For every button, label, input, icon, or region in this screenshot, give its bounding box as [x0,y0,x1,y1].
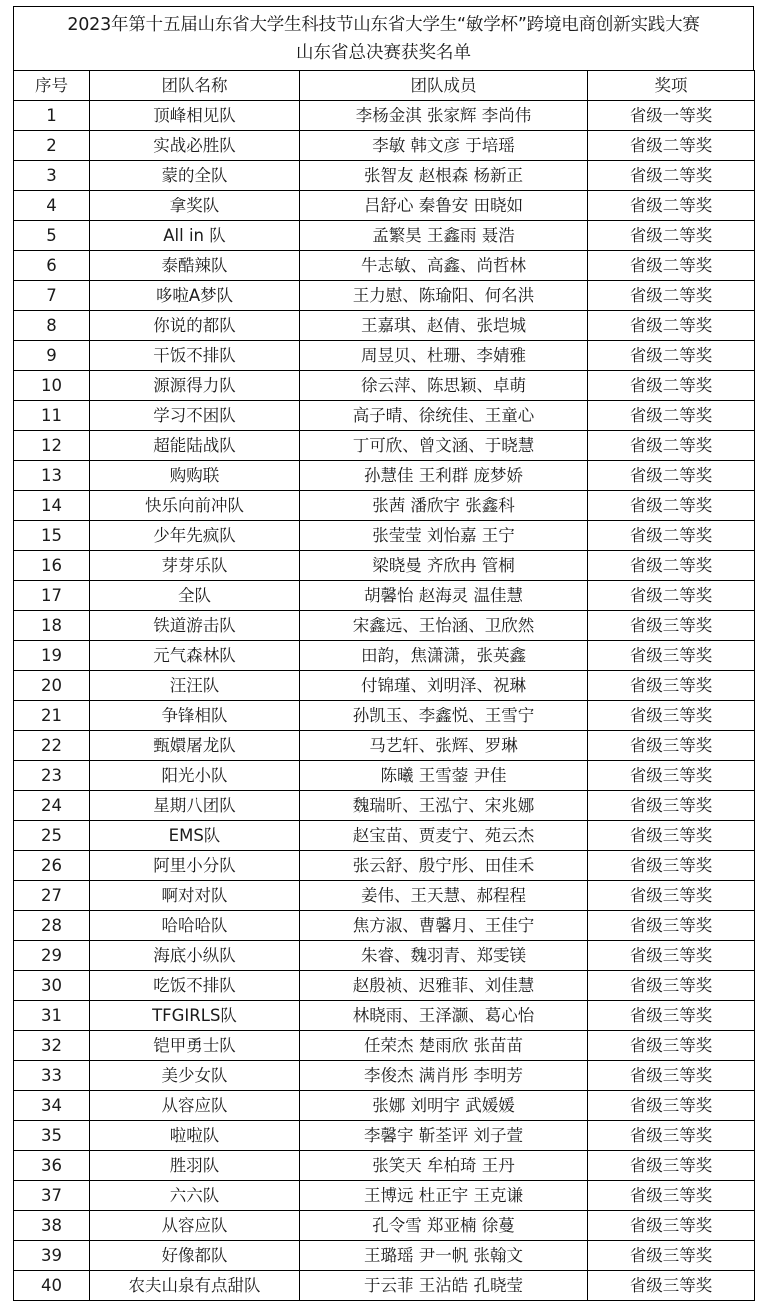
cell-team-name: 哈哈哈队 [90,911,300,941]
cell-team-members: 吕舒心 秦鲁安 田晓如 [300,191,588,221]
cell-team-name: 胜羽队 [90,1151,300,1181]
cell-team-name: 少年先疯队 [90,521,300,551]
cell-team-name: 农夫山泉有点甜队 [90,1271,300,1301]
table-row [14,1151,755,1181]
cell-award: 省级二等奖 [588,161,755,191]
cell-index: 19 [14,641,90,671]
cell-team-members: 姜伟、王天慧、郝程程 [300,881,588,911]
cell-award: 省级二等奖 [588,551,755,581]
header-team-members: 团队成员 [300,71,588,101]
cell-team-name: 全队 [90,581,300,611]
cell-team-members: 林晓雨、王泽灏、葛心怡 [300,1001,588,1031]
cell-team-members: 赵宝苗、贾麦宁、苑云杰 [300,821,588,851]
cell-index: 21 [14,701,90,731]
cell-team-name: 从容应队 [90,1211,300,1241]
cell-award: 省级三等奖 [588,881,755,911]
header-award: 奖项 [588,71,755,101]
cell-award: 省级三等奖 [588,941,755,971]
table-row [14,1031,755,1061]
cell-award: 省级三等奖 [588,1151,755,1181]
cell-team-members: 孙慧佳 王利群 庞梦娇 [300,461,588,491]
table-row [14,131,755,161]
table-row [14,1181,755,1211]
cell-award: 省级三等奖 [588,821,755,851]
cell-team-members: 张笑天 牟柏琦 王丹 [300,1151,588,1181]
table-row [14,281,755,311]
cell-award: 省级三等奖 [588,971,755,1001]
cell-index: 23 [14,761,90,791]
table-row [14,911,755,941]
cell-index: 34 [14,1091,90,1121]
cell-team-members: 王嘉琪、赵倩、张垲城 [300,311,588,341]
cell-team-name: 从容应队 [90,1091,300,1121]
cell-team-members: 于云菲 王沾皓 孔晓莹 [300,1271,588,1301]
cell-team-members: 孙凯玉、李鑫悦、王雪宁 [300,701,588,731]
cell-index: 37 [14,1181,90,1211]
cell-index: 22 [14,731,90,761]
cell-team-name: 拿奖队 [90,191,300,221]
cell-index: 6 [14,251,90,281]
cell-team-name: 阿里小分队 [90,851,300,881]
cell-index: 35 [14,1121,90,1151]
cell-team-name: 美少女队 [90,1061,300,1091]
cell-team-members: 高子晴、徐统佳、王童心 [300,401,588,431]
cell-index: 14 [14,491,90,521]
cell-team-name: 学习不困队 [90,401,300,431]
cell-team-name: 啦啦队 [90,1121,300,1151]
cell-award: 省级三等奖 [588,851,755,881]
cell-team-name: 干饭不排队 [90,341,300,371]
table-row [14,101,755,131]
table-row [14,1211,755,1241]
cell-index: 30 [14,971,90,1001]
cell-index: 26 [14,851,90,881]
cell-index: 8 [14,311,90,341]
cell-team-members: 李馨宇 靳荃评 刘子萱 [300,1121,588,1151]
cell-team-name: 六六队 [90,1181,300,1211]
cell-award: 省级三等奖 [588,731,755,761]
cell-index: 40 [14,1271,90,1301]
cell-team-name: 铁道游击队 [90,611,300,641]
cell-team-name: 超能陆战队 [90,431,300,461]
cell-index: 28 [14,911,90,941]
cell-index: 25 [14,821,90,851]
cell-team-members: 牛志敏、高鑫、尚哲林 [300,251,588,281]
cell-award: 省级三等奖 [588,1061,755,1091]
cell-index: 33 [14,1061,90,1091]
table-row [14,1001,755,1031]
table-row [14,1091,755,1121]
table-row [14,851,755,881]
cell-award: 省级三等奖 [588,1031,755,1061]
cell-index: 9 [14,341,90,371]
table-row [14,1061,755,1091]
table-row [14,221,755,251]
cell-award: 省级三等奖 [588,911,755,941]
cell-award: 省级二等奖 [588,401,755,431]
cell-team-name: EMS队 [90,821,300,851]
cell-team-name: TFGIRLS队 [90,1001,300,1031]
cell-team-name: 阳光小队 [90,761,300,791]
cell-index: 13 [14,461,90,491]
table-row [14,641,755,671]
table-row [14,701,755,731]
cell-team-name: All in 队 [90,221,300,251]
cell-team-members: 张茜 潘欣宇 张鑫科 [300,491,588,521]
cell-award: 省级三等奖 [588,1091,755,1121]
cell-index: 4 [14,191,90,221]
table-row [14,1271,755,1301]
cell-team-members: 宋鑫远、王怡涵、卫欣然 [300,611,588,641]
cell-team-name: 争锋相队 [90,701,300,731]
table-row [14,611,755,641]
cell-team-members: 张莹莹 刘怡嘉 王宁 [300,521,588,551]
table-row [14,161,755,191]
cell-award: 省级二等奖 [588,461,755,491]
cell-team-name: 元气森林队 [90,641,300,671]
cell-team-members: 朱睿、魏羽青、郑雯镁 [300,941,588,971]
cell-award: 省级二等奖 [588,581,755,611]
table-row [14,191,755,221]
table-row [14,401,755,431]
cell-index: 1 [14,101,90,131]
cell-award: 省级三等奖 [588,1271,755,1301]
cell-index: 7 [14,281,90,311]
cell-team-members: 张娜 刘明宇 武媛媛 [300,1091,588,1121]
cell-award: 省级三等奖 [588,1001,755,1031]
cell-index: 10 [14,371,90,401]
cell-team-members: 李敏 韩文彦 于培瑶 [300,131,588,161]
cell-team-members: 王璐瑶 尹一帆 张翰文 [300,1241,588,1271]
table-row [14,881,755,911]
cell-team-name: 铠甲勇士队 [90,1031,300,1061]
cell-award: 省级三等奖 [588,701,755,731]
cell-team-members: 徐云萍、陈思颖、卓萌 [300,371,588,401]
cell-team-members: 李俊杰 满肖彤 李明芳 [300,1061,588,1091]
table-row [14,521,755,551]
cell-index: 17 [14,581,90,611]
table-row [14,791,755,821]
table-row [14,971,755,1001]
cell-team-name: 好像都队 [90,1241,300,1271]
cell-index: 31 [14,1001,90,1031]
cell-team-members: 孟繁昊 王鑫雨 聂浩 [300,221,588,251]
cell-award: 省级二等奖 [588,221,755,251]
table-row [14,551,755,581]
cell-team-name: 甄嬛屠龙队 [90,731,300,761]
cell-team-members: 孔令雪 郑亚楠 徐蔓 [300,1211,588,1241]
cell-award: 省级二等奖 [588,521,755,551]
cell-award: 省级三等奖 [588,761,755,791]
cell-award: 省级三等奖 [588,1211,755,1241]
table-row [14,671,755,701]
cell-award: 省级二等奖 [588,131,755,161]
cell-index: 5 [14,221,90,251]
cell-team-members: 马艺轩、张辉、罗琳 [300,731,588,761]
cell-index: 36 [14,1151,90,1181]
cell-award: 省级三等奖 [588,1181,755,1211]
cell-index: 3 [14,161,90,191]
cell-team-members: 付锦瑾、刘明泽、祝琳 [300,671,588,701]
table-row [14,311,755,341]
cell-award: 省级三等奖 [588,641,755,671]
cell-index: 15 [14,521,90,551]
table-row [14,371,755,401]
cell-team-members: 李杨金淇 张家辉 李尚伟 [300,101,588,131]
cell-award: 省级二等奖 [588,191,755,221]
cell-award: 省级二等奖 [588,371,755,401]
cell-team-members: 任荣杰 楚雨欣 张苗苗 [300,1031,588,1061]
cell-award: 省级三等奖 [588,611,755,641]
cell-award: 省级三等奖 [588,671,755,701]
cell-team-name: 顶峰相见队 [90,101,300,131]
cell-team-name: 快乐向前冲队 [90,491,300,521]
cell-award: 省级二等奖 [588,341,755,371]
cell-award: 省级二等奖 [588,431,755,461]
cell-team-members: 魏瑞昕、王泓宁、宋兆娜 [300,791,588,821]
table-row [14,431,755,461]
awards-table [13,70,755,1301]
table-row [14,581,755,611]
awards-table-body [14,101,755,1301]
cell-team-members: 王力慰、陈瑜阳、何名洪 [300,281,588,311]
cell-team-members: 梁晓曼 齐欣冉 管桐 [300,551,588,581]
cell-team-name: 你说的都队 [90,311,300,341]
table-row [14,731,755,761]
cell-index: 24 [14,791,90,821]
table-row [14,1121,755,1151]
cell-index: 12 [14,431,90,461]
cell-index: 20 [14,671,90,701]
document-title: 2023年第十五届山东省大学生科技节山东省大学生“敏学杯”跨境电商创新实践大赛 [67,15,700,35]
cell-index: 11 [14,401,90,431]
cell-team-name: 啊对对队 [90,881,300,911]
table-row [14,761,755,791]
cell-team-name: 实战必胜队 [90,131,300,161]
cell-award: 省级三等奖 [588,791,755,821]
cell-team-name: 海底小纵队 [90,941,300,971]
cell-award: 省级二等奖 [588,311,755,341]
table-row [14,461,755,491]
table-row [14,341,755,371]
cell-team-name: 汪汪队 [90,671,300,701]
table-row [14,821,755,851]
cell-team-name: 星期八团队 [90,791,300,821]
cell-team-members: 焦方淑、曹馨月、王佳宁 [300,911,588,941]
cell-team-name: 吃饭不排队 [90,971,300,1001]
cell-team-name: 芽芽乐队 [90,551,300,581]
document-title-box [13,6,754,70]
cell-award: 省级二等奖 [588,251,755,281]
cell-team-name: 哆啦A梦队 [90,281,300,311]
cell-index: 29 [14,941,90,971]
document-subtitle: 山东省总决赛获奖名单 [296,43,471,63]
cell-team-name: 源源得力队 [90,371,300,401]
header-team-name: 团队名称 [90,71,300,101]
cell-index: 18 [14,611,90,641]
cell-team-members: 赵殷祯、迟雅菲、刘佳慧 [300,971,588,1001]
cell-index: 38 [14,1211,90,1241]
cell-team-members: 王博远 杜正宇 王克谦 [300,1181,588,1211]
cell-team-members: 陈曦 王雪蓥 尹佳 [300,761,588,791]
cell-index: 16 [14,551,90,581]
table-header-row [14,71,755,101]
table-row [14,251,755,281]
cell-award: 省级二等奖 [588,491,755,521]
cell-team-members: 张云舒、殷宁彤、田佳禾 [300,851,588,881]
cell-award: 省级三等奖 [588,1121,755,1151]
header-index: 序号 [14,71,90,101]
cell-award: 省级二等奖 [588,281,755,311]
table-row [14,491,755,521]
cell-team-name: 泰酷辣队 [90,251,300,281]
cell-award: 省级三等奖 [588,1241,755,1271]
cell-team-members: 丁可欣、曾文涵、于晓慧 [300,431,588,461]
cell-team-members: 胡馨怡 赵海灵 温佳慧 [300,581,588,611]
table-row [14,1241,755,1271]
cell-index: 2 [14,131,90,161]
cell-award: 省级一等奖 [588,101,755,131]
cell-team-members: 周昱贝、杜珊、李婧雅 [300,341,588,371]
cell-team-name: 蒙的全队 [90,161,300,191]
cell-index: 27 [14,881,90,911]
cell-team-members: 田韵，焦潇潇，张英鑫 [300,641,588,671]
cell-index: 39 [14,1241,90,1271]
cell-team-members: 张智友 赵根森 杨新正 [300,161,588,191]
cell-team-name: 购购联 [90,461,300,491]
table-row [14,941,755,971]
cell-index: 32 [14,1031,90,1061]
